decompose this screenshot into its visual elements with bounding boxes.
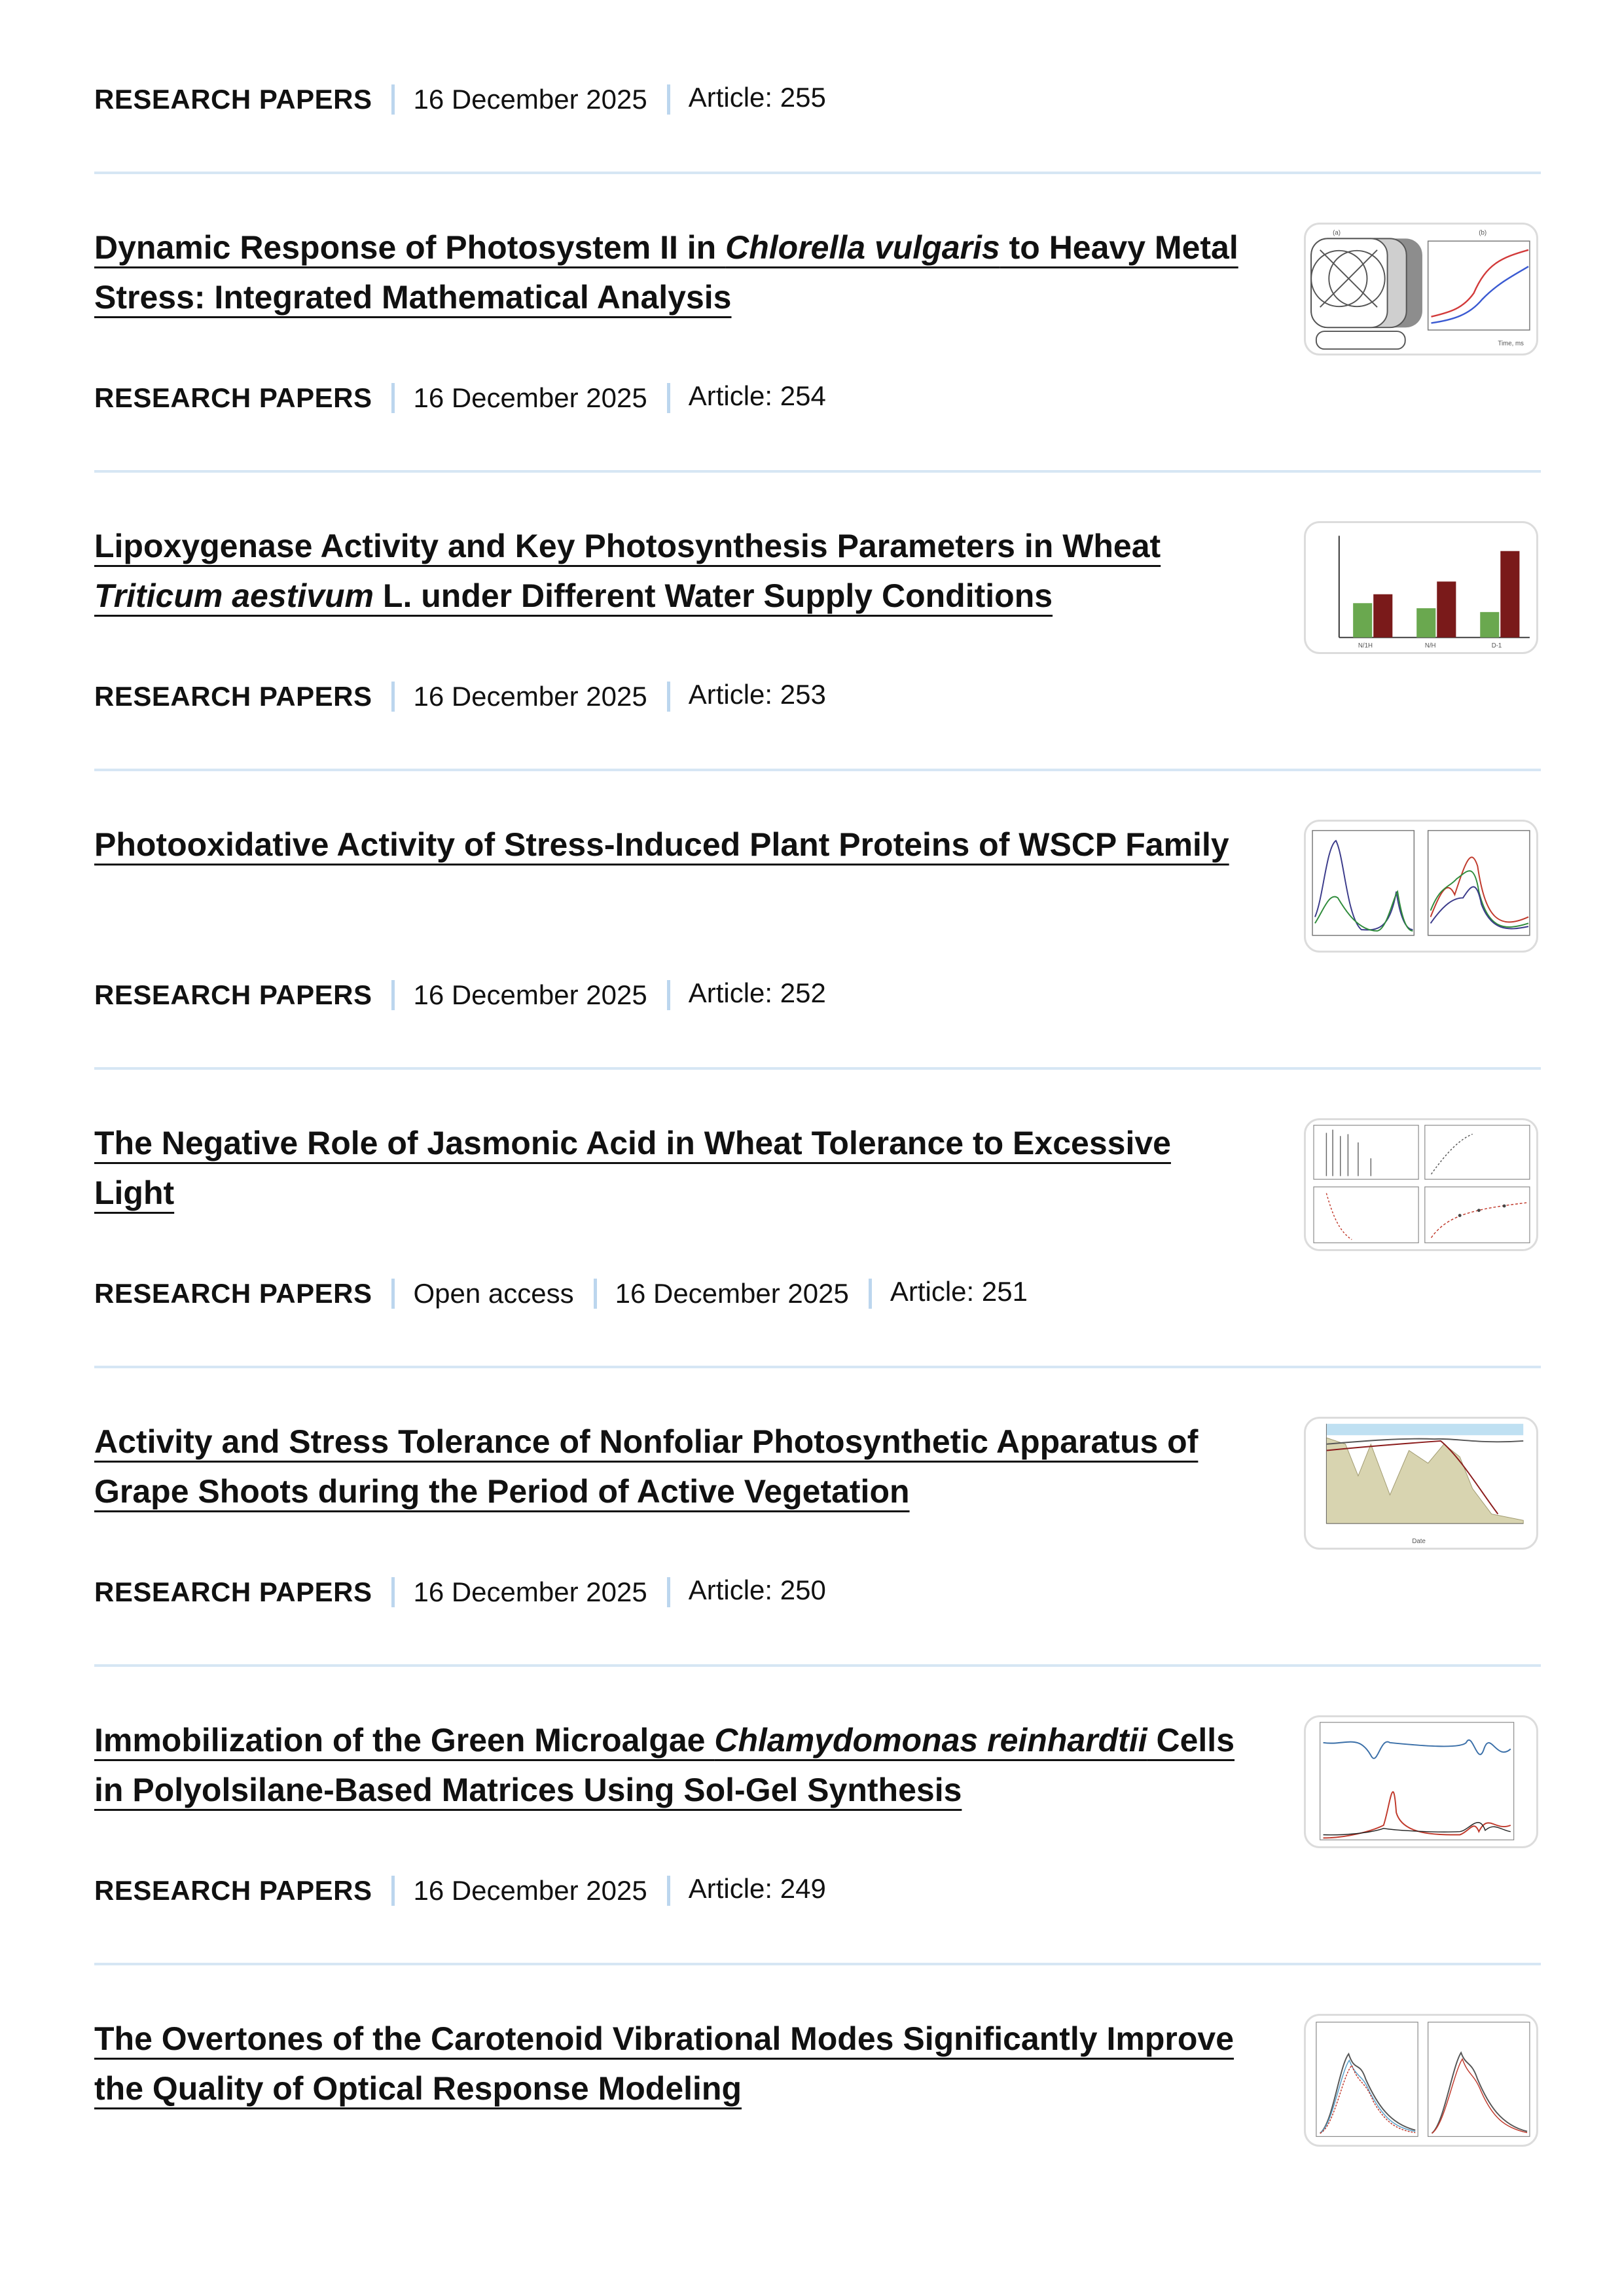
svg-text:Time, ms: Time, ms [1498, 340, 1524, 348]
article-number: Article: 251 [890, 1276, 1028, 1307]
publication-date: 16 December 2025 [413, 382, 647, 413]
meta-separator [667, 980, 670, 1010]
article-meta [94, 378, 826, 418]
category-link[interactable]: RESEARCH PAPERS [94, 84, 372, 115]
category-link[interactable]: RESEARCH PAPERS [94, 1875, 372, 1906]
article-thumbnail[interactable] [1304, 223, 1538, 355]
article-title-link[interactable]: The Negative Role of Jasmonic Acid in Wheat Tolerance to Excessive Light [94, 1125, 1171, 1211]
article-title-link[interactable]: Activity and Stress Tolerance of Nonfoliar Photosynthetic Apparatus of Grape Shoots during the Period of Active Vegetation [94, 1423, 1198, 1510]
publication-date: 16 December 2025 [413, 979, 647, 1010]
bar-chart-icon [1306, 523, 1536, 652]
article-meta [94, 1871, 826, 1910]
article-title [94, 1118, 1246, 1218]
meta-separator [667, 682, 670, 712]
divider [94, 470, 1541, 473]
category-link[interactable]: RESEARCH PAPERS [94, 681, 372, 712]
article-title-link[interactable]: Dynamic Response of Photosystem II in Chlorella vulgaris to Heavy Metal Stress: Integrated Mathematical Analysis [94, 229, 1238, 316]
article-title-link[interactable]: Photooxidative Activity of Stress-Induced Plant Proteins of WSCP Family [94, 826, 1229, 863]
article-title [94, 1715, 1246, 1815]
svg-text:(b): (b) [1479, 229, 1487, 237]
meta-separator [667, 84, 670, 115]
category-link[interactable]: RESEARCH PAPERS [94, 979, 372, 1010]
article-number: Article: 252 [688, 977, 826, 1008]
article-meta [94, 677, 826, 716]
article-number: Article: 250 [688, 1575, 826, 1605]
category-link[interactable]: RESEARCH PAPERS [94, 382, 372, 413]
svg-text:N/H: N/H [1424, 642, 1436, 650]
article-title [94, 1417, 1246, 1516]
divider [94, 1664, 1541, 1667]
divider [94, 1963, 1541, 1965]
publication-date: 16 December 2025 [615, 1278, 849, 1309]
article-number: Article: 253 [688, 679, 826, 710]
article-thumbnail[interactable] [1304, 1417, 1538, 1550]
meta-separator [869, 1279, 872, 1309]
svg-text:(a): (a) [1333, 229, 1341, 237]
category-link[interactable]: RESEARCH PAPERS [94, 1278, 372, 1309]
meta-separator [391, 383, 395, 413]
article-title-link[interactable]: Immobilization of the Green Microalgae Chlamydomonas reinhardtii Cells in Polyolsilane-Based Matrices Using Sol-Gel Synthesis [94, 1722, 1235, 1808]
article-thumbnail[interactable] [1304, 1715, 1538, 1848]
divider [94, 172, 1541, 174]
meta-separator [667, 1577, 670, 1607]
publication-date: 16 December 2025 [413, 84, 647, 115]
article-thumbnail[interactable] [1304, 820, 1538, 953]
article-thumbnail[interactable] [1304, 2014, 1538, 2147]
article-number: Article: 255 [688, 82, 826, 113]
svg-text:D-1: D-1 [1491, 642, 1502, 650]
article-title [94, 820, 1246, 869]
article-meta [94, 975, 826, 1015]
article-meta [94, 80, 826, 119]
access-badge: Open access [413, 1278, 574, 1309]
article-number: Article: 254 [688, 380, 826, 411]
meta-separator [391, 1577, 395, 1607]
article-thumbnail[interactable] [1304, 1118, 1538, 1251]
article-title-link[interactable]: The Overtones of the Carotenoid Vibrational Modes Significantly Improve the Quality of Optical Response Modeling [94, 2020, 1235, 2107]
absorption-spectra-icon [1306, 2016, 1536, 2145]
area-chart-icon [1306, 1419, 1536, 1548]
article-thumbnail[interactable] [1304, 521, 1538, 654]
article-number: Article: 249 [688, 1873, 826, 1904]
publication-date: 16 December 2025 [413, 681, 647, 712]
meta-separator [667, 383, 670, 413]
publication-date: 16 December 2025 [413, 1875, 647, 1906]
article-title [94, 2014, 1246, 2113]
diagram-and-line-chart-icon [1306, 225, 1536, 354]
article-meta [94, 1573, 826, 1612]
meta-separator [391, 980, 395, 1010]
svg-text:N/1H: N/1H [1358, 642, 1373, 650]
multi-panel-plot-icon [1306, 1120, 1536, 1249]
publication-date: 16 December 2025 [413, 1576, 647, 1607]
divider [94, 769, 1541, 771]
meta-separator [391, 1876, 395, 1906]
article-title-link[interactable]: Lipoxygenase Activity and Key Photosynthesis Parameters in Wheat Triticum aestivum L. under Different Water Supply Conditions [94, 528, 1161, 614]
ftir-spectra-icon [1306, 1717, 1536, 1846]
meta-separator [594, 1279, 597, 1309]
article-meta [94, 1274, 1028, 1313]
meta-separator [667, 1876, 670, 1906]
meta-separator [391, 682, 395, 712]
article-title [94, 521, 1246, 621]
divider [94, 1366, 1541, 1368]
meta-separator [391, 84, 395, 115]
category-link[interactable]: RESEARCH PAPERS [94, 1576, 372, 1607]
spectra-icon [1306, 822, 1536, 951]
svg-text:Date: Date [1412, 1538, 1426, 1546]
meta-separator [391, 1279, 395, 1309]
divider [94, 1067, 1541, 1070]
article-title [94, 223, 1246, 322]
